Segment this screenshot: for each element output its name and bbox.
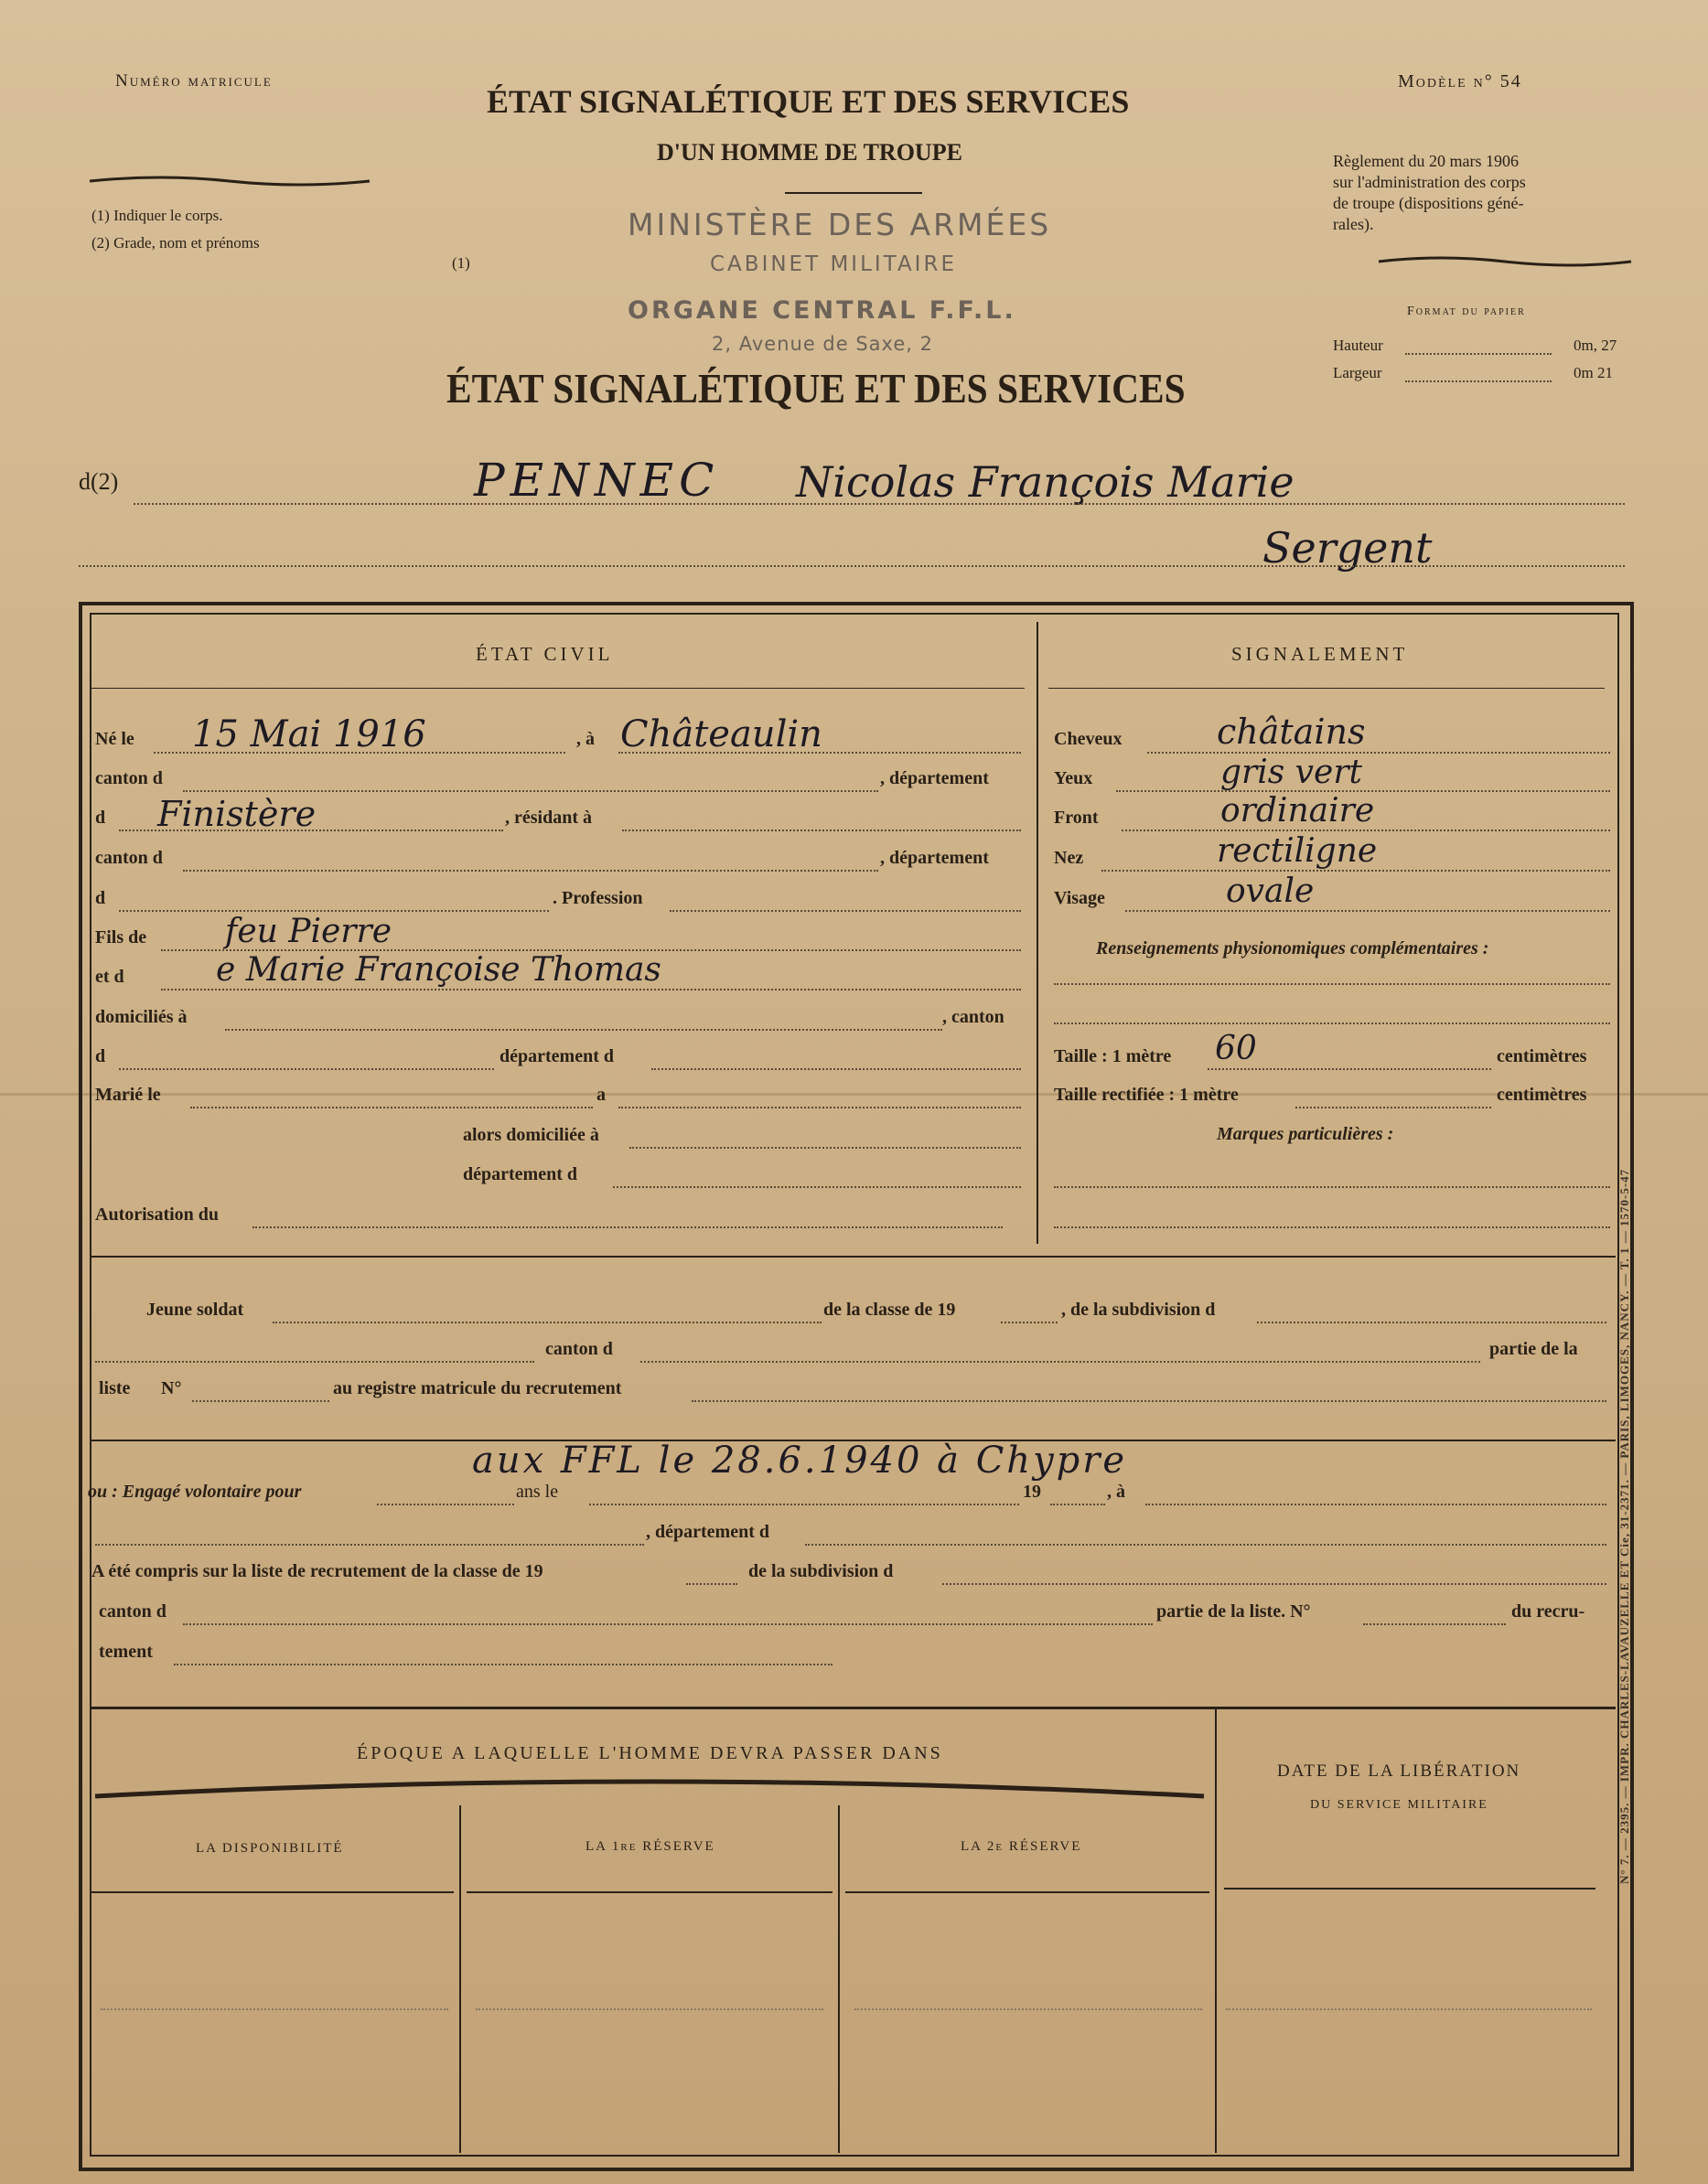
birth-department-handwritten: Finistère	[157, 794, 317, 834]
classe-label: de la classe de 19	[823, 1300, 956, 1320]
visage-handwritten: ovale	[1226, 873, 1315, 910]
canton-dots-2	[183, 870, 878, 872]
taille-rect-dots	[1295, 1107, 1491, 1108]
classe-dots	[1001, 1322, 1058, 1323]
engage-a-label: , à	[1107, 1482, 1125, 1502]
reserve1-label: LA 1re RÉSERVE	[585, 1839, 715, 1854]
dept-dots-3	[119, 1068, 494, 1070]
title-rule	[785, 192, 922, 194]
divider-ec-signalement	[1037, 622, 1038, 1244]
liberation-dots	[1226, 2008, 1592, 2010]
liberation-label-1: DATE DE LA LIBÉRATION	[1277, 1761, 1521, 1781]
front-dots	[1122, 830, 1610, 831]
registre-dots	[692, 1400, 1606, 1402]
yeux-label: Yeux	[1054, 768, 1093, 788]
departement-d-label-2: département d	[463, 1164, 577, 1184]
dept-d-label-3: d	[95, 1046, 106, 1066]
nez-dots	[1101, 870, 1610, 872]
signalement-heading: SIGNALEMENT	[1231, 643, 1409, 665]
jeune-soldat-label: Jeune soldat	[146, 1300, 244, 1320]
reglement-line: Règlement du 20 mars 1906	[1333, 152, 1519, 170]
taille-handwritten: 60	[1215, 1030, 1257, 1067]
front-handwritten: ordinaire	[1220, 792, 1375, 830]
nineteen-label: 19	[1023, 1482, 1041, 1502]
compris-label: A été compris sur la liste de recrutement de la classe de 19	[91, 1561, 543, 1581]
printer-imprint: N° 7. — 2395. — IMPR. CHARLES-LAVAUZELLE ET Cie, 31-2371. — PARIS, LIMOGES, NANCY. — T. 1 — 1570-5-47	[1617, 1168, 1631, 1884]
divider-recrutement	[91, 1256, 1616, 1258]
engagement-handwritten: aux FFL le 28.6.1940 à Chypre	[472, 1440, 1128, 1482]
taille-rect-label: Taille rectifiée : 1 mètre	[1054, 1085, 1239, 1105]
cheveux-label: Cheveux	[1054, 729, 1123, 749]
reglement-line: rales).	[1333, 215, 1374, 233]
format-title: Format du papier	[1407, 305, 1526, 318]
engage-departement-dots	[805, 1544, 1606, 1546]
subtitle: D'UN HOMME DE TROUPE	[657, 139, 962, 166]
canton-label-2: canton d	[95, 848, 163, 868]
hauteur-value: 0m, 27	[1574, 337, 1617, 354]
jeune-soldat-dots	[273, 1322, 822, 1323]
dispo-dots	[101, 2008, 448, 2010]
surname-handwritten: PENNEC	[474, 454, 720, 507]
compris-dots	[686, 1583, 737, 1585]
note-mark: (1)	[452, 254, 470, 272]
nez-handwritten: rectiligne	[1217, 832, 1378, 870]
footnote-1: (1) Indiquer le corps.	[91, 207, 223, 224]
visage-dots	[1125, 910, 1610, 912]
stamp-ministere: MINISTÈRE DES ARMÉES	[628, 207, 1052, 242]
engage-dots-2	[95, 1544, 644, 1546]
residant-dots	[622, 830, 1021, 831]
du-recru-label: du recru-	[1511, 1601, 1585, 1622]
grade-handwritten: Sergent	[1262, 523, 1433, 573]
etat-civil-heading: ÉTAT CIVIL	[476, 643, 614, 665]
taille-label: Taille : 1 mètre	[1054, 1046, 1172, 1066]
divider-dispo-res1	[459, 1805, 461, 2153]
marques-dots-1	[1054, 1186, 1610, 1188]
reglement-note	[1333, 151, 1526, 235]
name-prefix: d(2)	[79, 468, 119, 495]
canton-label: canton d	[95, 768, 163, 788]
nez-label: Nez	[1054, 848, 1084, 868]
marie-a-dots	[618, 1107, 1021, 1108]
recrutement-dots-1	[95, 1361, 534, 1363]
birth-date-dots	[154, 752, 565, 754]
compris-subdivision-dots	[942, 1583, 1606, 1585]
stamp-cabinet: CABINET MILITAIRE	[710, 252, 957, 276]
ans-le-dots	[589, 1504, 1019, 1505]
largeur-value: 0m 21	[1574, 364, 1613, 381]
subdivision-label: , de la subdivision d	[1061, 1300, 1216, 1320]
reglement-line: sur l'administration des corps	[1333, 173, 1526, 191]
dispo-rule	[91, 1891, 454, 1893]
marques-label: Marques particulières :	[1217, 1124, 1394, 1144]
stamp-organe: ORGANE CENTRAL F.F.L.	[628, 296, 1016, 325]
registre-label: au registre matricule du recrutement	[333, 1378, 622, 1398]
engage-label: ou : Engagé volontaire pour	[88, 1482, 302, 1502]
grade-dots	[79, 565, 1625, 567]
canton-dots	[183, 790, 878, 792]
centimetres-label: centimètres	[1497, 1046, 1587, 1066]
departement-d-dots-2	[613, 1186, 1021, 1188]
numero-matricule-label: Numéro matricule	[115, 71, 273, 91]
cheveux-handwritten: châtains	[1217, 712, 1366, 752]
liberation-label-2: DU SERVICE MILITAIRE	[1310, 1798, 1488, 1812]
stamp-address: 2, Avenue de Saxe, 2	[712, 333, 933, 355]
ornament-rule-right	[1377, 252, 1633, 271]
given-names-handwritten: Nicolas François Marie	[796, 457, 1294, 507]
compris-canton-label: canton d	[99, 1601, 167, 1622]
mother-handwritten: e Marie Françoise Thomas	[216, 951, 661, 989]
mother-dots	[161, 989, 1021, 990]
departement-label-2: , département	[880, 848, 989, 868]
ec-heading-rule	[91, 688, 1025, 689]
engage-a-dots	[1145, 1504, 1606, 1505]
largeur-label: Largeur	[1333, 364, 1382, 381]
liste-label: liste	[99, 1378, 131, 1398]
partie-liste-label: partie de la liste. N°	[1156, 1601, 1311, 1622]
engage-departement-label: , département d	[646, 1522, 769, 1542]
alors-dots	[629, 1147, 1021, 1149]
marie-le-label: Marié le	[95, 1085, 161, 1105]
autorisation-label: Autorisation du	[95, 1204, 220, 1225]
nineteen-dots	[1050, 1504, 1105, 1505]
recrutement-canton-label: canton d	[545, 1339, 613, 1359]
name-dots	[134, 503, 1625, 505]
epoque-ornament	[91, 1776, 1208, 1802]
hauteur-dots	[1405, 353, 1552, 355]
largeur-dots	[1405, 380, 1552, 382]
father-handwritten: feu Pierre	[225, 913, 392, 950]
marie-a-label: a	[596, 1085, 606, 1105]
divider-res1-res2	[838, 1805, 840, 2153]
recrutement-canton-dots	[640, 1361, 1480, 1363]
front-label: Front	[1054, 808, 1099, 828]
partie-liste-dots	[1363, 1623, 1506, 1625]
birth-a-label: , à	[576, 729, 595, 749]
ne-le-label: Né le	[95, 729, 134, 749]
profession-label: . Profession	[553, 888, 643, 908]
profession-dots	[670, 910, 1021, 912]
liste-no-dots	[192, 1400, 329, 1402]
dept-dots	[119, 830, 503, 831]
main-title: ÉTAT SIGNALÉTIQUE ET DES SERVICES	[487, 83, 1130, 120]
compris-subdivision-label: de la subdivision d	[748, 1561, 894, 1581]
cheveux-dots	[1147, 752, 1610, 754]
alors-domiciliee-label: alors domiciliée à	[463, 1125, 599, 1145]
birth-date-handwritten: 15 Mai 1916	[192, 713, 426, 755]
disponibilite-label: LA DISPONIBILITÉ	[196, 1841, 344, 1856]
marie-dots	[190, 1107, 593, 1108]
subdivision-dots	[1257, 1322, 1606, 1323]
visage-label: Visage	[1054, 888, 1105, 908]
dept-dots-2	[119, 910, 549, 912]
res1-rule	[467, 1891, 833, 1893]
residant-label: , résidant à	[505, 808, 592, 828]
centimetres-label-2: centimètres	[1497, 1085, 1587, 1105]
footnote-2: (2) Grade, nom et prénoms	[91, 234, 260, 252]
divider-liberation	[1215, 1708, 1217, 2153]
canton-label-3: , canton	[942, 1007, 1004, 1027]
second-title: ÉTAT SIGNALÉTIQUE ET DES SERVICES	[446, 365, 1186, 412]
liste-no-label: N°	[161, 1378, 182, 1398]
departement-label: , département	[880, 768, 989, 788]
res1-dots	[476, 2008, 823, 2010]
birth-place-handwritten: Châteaulin	[620, 713, 822, 755]
birth-place-dots	[618, 752, 1021, 754]
renseignements-dots-1	[1054, 983, 1610, 985]
engage-dots	[377, 1504, 514, 1505]
marques-dots-2	[1054, 1226, 1610, 1228]
renseignements-dots-2	[1054, 1022, 1610, 1024]
partie-label: partie de la	[1489, 1339, 1578, 1359]
et-de-label: et d	[95, 967, 124, 987]
epoque-heading: ÉPOQUE A LAQUELLE L'HOMME DEVRA PASSER DANS	[357, 1743, 943, 1763]
res2-dots	[854, 2008, 1202, 2010]
ans-le-label: ans le	[516, 1482, 559, 1502]
tement-dots	[174, 1664, 833, 1665]
yeux-handwritten: gris vert	[1220, 754, 1363, 791]
tement-label: tement	[99, 1642, 153, 1662]
dept-d-label: d	[95, 808, 106, 828]
taille-dots	[1208, 1068, 1491, 1070]
departement-d-dots	[651, 1068, 1021, 1070]
domicilies-label: domiciliés à	[95, 1007, 188, 1027]
fils-de-label: Fils de	[95, 927, 147, 947]
dept-d-label-2: d	[95, 888, 106, 908]
res2-rule	[845, 1891, 1209, 1893]
hauteur-label: Hauteur	[1333, 337, 1383, 354]
compris-canton-dots	[183, 1623, 1153, 1625]
reglement-line: de troupe (dispositions géné-	[1333, 194, 1524, 212]
autorisation-dots	[252, 1226, 1003, 1228]
sig-heading-rule	[1048, 688, 1605, 689]
ornament-rule-left	[88, 172, 371, 190]
departement-d-label: département d	[500, 1046, 614, 1066]
renseignements-label: Renseignements physionomiques complémentaires :	[1096, 938, 1489, 958]
divider-epoque	[91, 1707, 1616, 1709]
form-frame-inner	[90, 613, 1619, 2157]
domicilies-dots	[225, 1029, 942, 1031]
liberation-rule	[1224, 1888, 1595, 1890]
reserve2-label: LA 2e RÉSERVE	[961, 1839, 1082, 1854]
modele-number: Modèle n° 54	[1398, 71, 1522, 91]
